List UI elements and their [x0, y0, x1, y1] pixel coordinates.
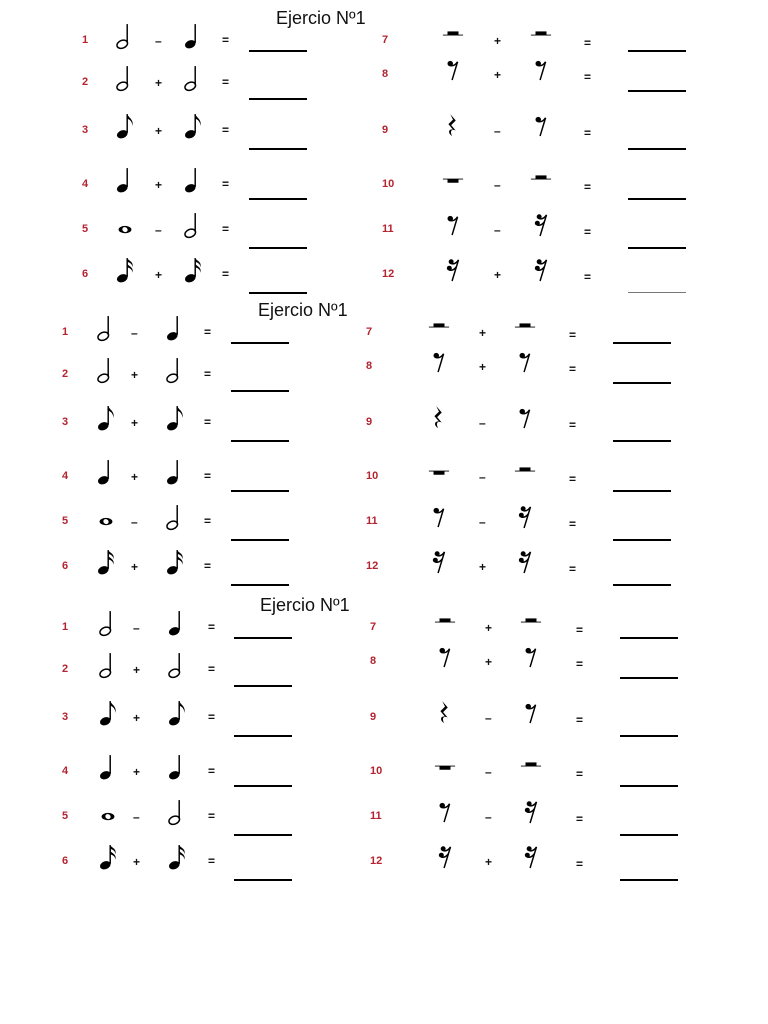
operator: +	[155, 76, 163, 90]
answer-blank[interactable]	[231, 440, 289, 442]
operator: +	[485, 855, 493, 869]
exercise-row	[0, 649, 768, 679]
exercise-number: 2	[62, 663, 69, 675]
exercise-number: 9	[370, 711, 377, 723]
half-rest-icon	[428, 314, 450, 342]
eighth-rest-icon	[428, 348, 450, 376]
operator: –	[131, 326, 138, 340]
equals-sign: =	[584, 70, 592, 84]
answer-blank[interactable]	[628, 198, 686, 200]
exercise-number: 9	[366, 416, 373, 428]
equals-sign: =	[204, 514, 212, 528]
exercise-row	[0, 554, 768, 584]
eighth-rest-icon	[428, 503, 450, 531]
operator: +	[131, 470, 139, 484]
sixteenth-rest-icon	[520, 798, 542, 826]
eighth-rest-icon	[442, 211, 464, 239]
operator: +	[155, 124, 163, 138]
sixteenth-rest-icon	[530, 211, 552, 239]
whole-rest-icon	[428, 458, 450, 486]
answer-blank[interactable]	[231, 539, 289, 541]
operator: +	[485, 655, 493, 669]
operator: –	[131, 515, 138, 529]
operator: –	[133, 810, 140, 824]
answer-blank[interactable]	[234, 834, 292, 836]
exercise-number: 1	[62, 326, 69, 338]
sixteenth-rest-icon	[530, 256, 552, 284]
operator: –	[155, 34, 162, 48]
exercise-number: 4	[82, 178, 89, 190]
exercise-number: 10	[382, 178, 395, 190]
exercise-row	[0, 62, 768, 92]
answer-blank[interactable]	[620, 834, 678, 836]
equals-sign: =	[576, 812, 584, 826]
exercise-number: 5	[62, 515, 69, 527]
exercise-number: 12	[382, 268, 395, 280]
exercise-number: 5	[62, 810, 69, 822]
exercise-number: 2	[82, 76, 89, 88]
exercise-number: 7	[370, 621, 377, 633]
operator: –	[494, 178, 501, 192]
exercise-number: 4	[62, 470, 69, 482]
half-rest-icon	[520, 609, 542, 637]
sheet-title: Ejercio Nº1	[260, 595, 350, 615]
eighth-rest-icon	[530, 112, 552, 140]
operator: –	[485, 765, 492, 779]
equals-sign: =	[222, 267, 230, 281]
sheet-title: Ejercio Nº1	[276, 8, 366, 28]
exercise-number: 1	[62, 621, 69, 633]
sixteenth-rest-icon	[514, 503, 536, 531]
answer-blank[interactable]	[613, 584, 671, 586]
exercise-number: 6	[62, 560, 69, 572]
exercise-number: 9	[382, 124, 389, 136]
operator: –	[155, 223, 162, 237]
equals-sign: =	[204, 469, 212, 483]
exercise-number: 3	[62, 711, 69, 723]
equals-sign: =	[222, 222, 230, 236]
equals-sign: =	[569, 328, 577, 342]
operator: –	[485, 711, 492, 725]
exercise-number: 3	[82, 124, 89, 136]
exercise-row	[0, 354, 768, 384]
operator: –	[494, 124, 501, 138]
half-rest-icon	[442, 22, 464, 50]
exercise-number: 2	[62, 368, 69, 380]
equals-sign: =	[569, 472, 577, 486]
equals-sign: =	[208, 764, 216, 778]
equals-sign: =	[208, 710, 216, 724]
answer-blank[interactable]	[628, 247, 686, 249]
answer-blank[interactable]	[620, 637, 678, 639]
operator: +	[133, 855, 141, 869]
operator: +	[494, 34, 502, 48]
operator: +	[485, 621, 493, 635]
answer-blank[interactable]	[249, 247, 307, 249]
equals-sign: =	[584, 36, 592, 50]
answer-blank[interactable]	[620, 677, 678, 679]
exercise-number: 6	[62, 855, 69, 867]
equals-sign: =	[222, 177, 230, 191]
operator: +	[133, 663, 141, 677]
eighth-rest-icon	[434, 798, 456, 826]
exercise-number: 7	[382, 34, 389, 46]
exercise-sheet	[0, 292, 768, 592]
answer-blank[interactable]	[620, 785, 678, 787]
operator: +	[494, 68, 502, 82]
answer-blank[interactable]	[613, 539, 671, 541]
whole-rest-icon	[434, 753, 456, 781]
sheet-title: Ejercio Nº1	[258, 300, 348, 320]
equals-sign: =	[222, 33, 230, 47]
exercise-row	[0, 849, 768, 879]
equals-sign: =	[584, 225, 592, 239]
equals-sign: =	[204, 559, 212, 573]
answer-blank[interactable]	[234, 879, 292, 881]
eighth-rest-icon	[442, 56, 464, 84]
exercise-number: 4	[62, 765, 69, 777]
sixteenth-rest-icon	[514, 548, 536, 576]
quarter-rest-icon	[442, 112, 464, 140]
exercise-number: 11	[382, 223, 394, 235]
eighth-rest-icon	[520, 643, 542, 671]
exercise-row	[0, 320, 768, 350]
exercise-number: 7	[366, 326, 373, 338]
equals-sign: =	[576, 657, 584, 671]
exercise-row	[0, 509, 768, 539]
exercise-number: 1	[82, 34, 89, 46]
exercise-row	[0, 28, 768, 58]
half-rest-icon	[530, 166, 552, 194]
exercise-row	[0, 804, 768, 834]
answer-blank[interactable]	[628, 90, 686, 92]
exercise-sheet	[0, 587, 768, 887]
sixteenth-rest-icon	[442, 256, 464, 284]
sixteenth-rest-icon	[428, 548, 450, 576]
half-rest-icon	[514, 458, 536, 486]
half-rest-icon	[530, 22, 552, 50]
quarter-rest-icon	[434, 699, 456, 727]
equals-sign: =	[584, 126, 592, 140]
equals-sign: =	[569, 562, 577, 576]
answer-blank[interactable]	[628, 50, 686, 52]
eighth-rest-icon	[520, 699, 542, 727]
equals-sign: =	[576, 857, 584, 871]
exercise-number: 11	[370, 810, 382, 822]
operator: +	[133, 765, 141, 779]
exercise-number: 12	[366, 560, 379, 572]
answer-blank[interactable]	[620, 879, 678, 881]
sixteenth-rest-icon	[520, 843, 542, 871]
half-rest-icon	[514, 314, 536, 342]
half-rest-icon	[434, 609, 456, 637]
equals-sign: =	[569, 517, 577, 531]
exercise-row	[0, 172, 768, 202]
answer-blank[interactable]	[231, 390, 289, 392]
equals-sign: =	[569, 362, 577, 376]
equals-sign: =	[576, 713, 584, 727]
exercise-row	[0, 615, 768, 645]
eighth-rest-icon	[434, 643, 456, 671]
exercise-number: 6	[82, 268, 89, 280]
equals-sign: =	[576, 767, 584, 781]
answer-blank[interactable]	[620, 735, 678, 737]
exercise-number: 10	[370, 765, 383, 777]
equals-sign: =	[222, 75, 230, 89]
answer-blank[interactable]	[613, 490, 671, 492]
operator: +	[155, 178, 163, 192]
exercise-number: 8	[382, 68, 389, 80]
equals-sign: =	[204, 415, 212, 429]
equals-sign: =	[222, 123, 230, 137]
exercise-row	[0, 262, 768, 292]
answer-blank[interactable]	[249, 98, 307, 100]
operator: +	[133, 711, 141, 725]
half-rest-icon	[520, 753, 542, 781]
operator: –	[494, 223, 501, 237]
eighth-rest-icon	[530, 56, 552, 84]
operator: +	[131, 560, 139, 574]
operator: +	[479, 360, 487, 374]
exercise-number: 8	[366, 360, 373, 372]
equals-sign: =	[208, 854, 216, 868]
exercise-row	[0, 759, 768, 789]
equals-sign: =	[208, 809, 216, 823]
answer-blank[interactable]	[231, 584, 289, 586]
operator: –	[479, 416, 486, 430]
exercise-row	[0, 118, 768, 148]
whole-rest-icon	[442, 166, 464, 194]
exercise-row	[0, 705, 768, 735]
answer-blank[interactable]	[234, 685, 292, 687]
equals-sign: =	[204, 367, 212, 381]
equals-sign: =	[584, 270, 592, 284]
exercise-number: 8	[370, 655, 377, 667]
exercise-number: 5	[82, 223, 89, 235]
operator: +	[479, 560, 487, 574]
answer-blank[interactable]	[628, 148, 686, 150]
operator: –	[479, 470, 486, 484]
answer-blank[interactable]	[249, 148, 307, 150]
answer-blank[interactable]	[234, 735, 292, 737]
operator: +	[494, 268, 502, 282]
answer-blank[interactable]	[613, 440, 671, 442]
operator: –	[485, 810, 492, 824]
equals-sign: =	[584, 180, 592, 194]
equals-sign: =	[204, 325, 212, 339]
eighth-rest-icon	[514, 404, 536, 432]
equals-sign: =	[569, 418, 577, 432]
operator: +	[131, 368, 139, 382]
answer-blank[interactable]	[613, 382, 671, 384]
eighth-rest-icon	[514, 348, 536, 376]
operator: –	[133, 621, 140, 635]
operator: +	[155, 268, 163, 282]
sixteenth-rest-icon	[434, 843, 456, 871]
operator: +	[479, 326, 487, 340]
operator: –	[479, 515, 486, 529]
equals-sign: =	[208, 620, 216, 634]
exercise-row	[0, 410, 768, 440]
exercise-number: 11	[366, 515, 378, 527]
exercise-sheet	[0, 0, 768, 300]
exercise-number: 12	[370, 855, 383, 867]
exercise-number: 3	[62, 416, 69, 428]
equals-sign: =	[576, 623, 584, 637]
equals-sign: =	[208, 662, 216, 676]
exercise-number: 10	[366, 470, 379, 482]
answer-blank[interactable]	[613, 342, 671, 344]
operator: +	[131, 416, 139, 430]
quarter-rest-icon	[428, 404, 450, 432]
exercise-row	[0, 217, 768, 247]
exercise-row	[0, 464, 768, 494]
